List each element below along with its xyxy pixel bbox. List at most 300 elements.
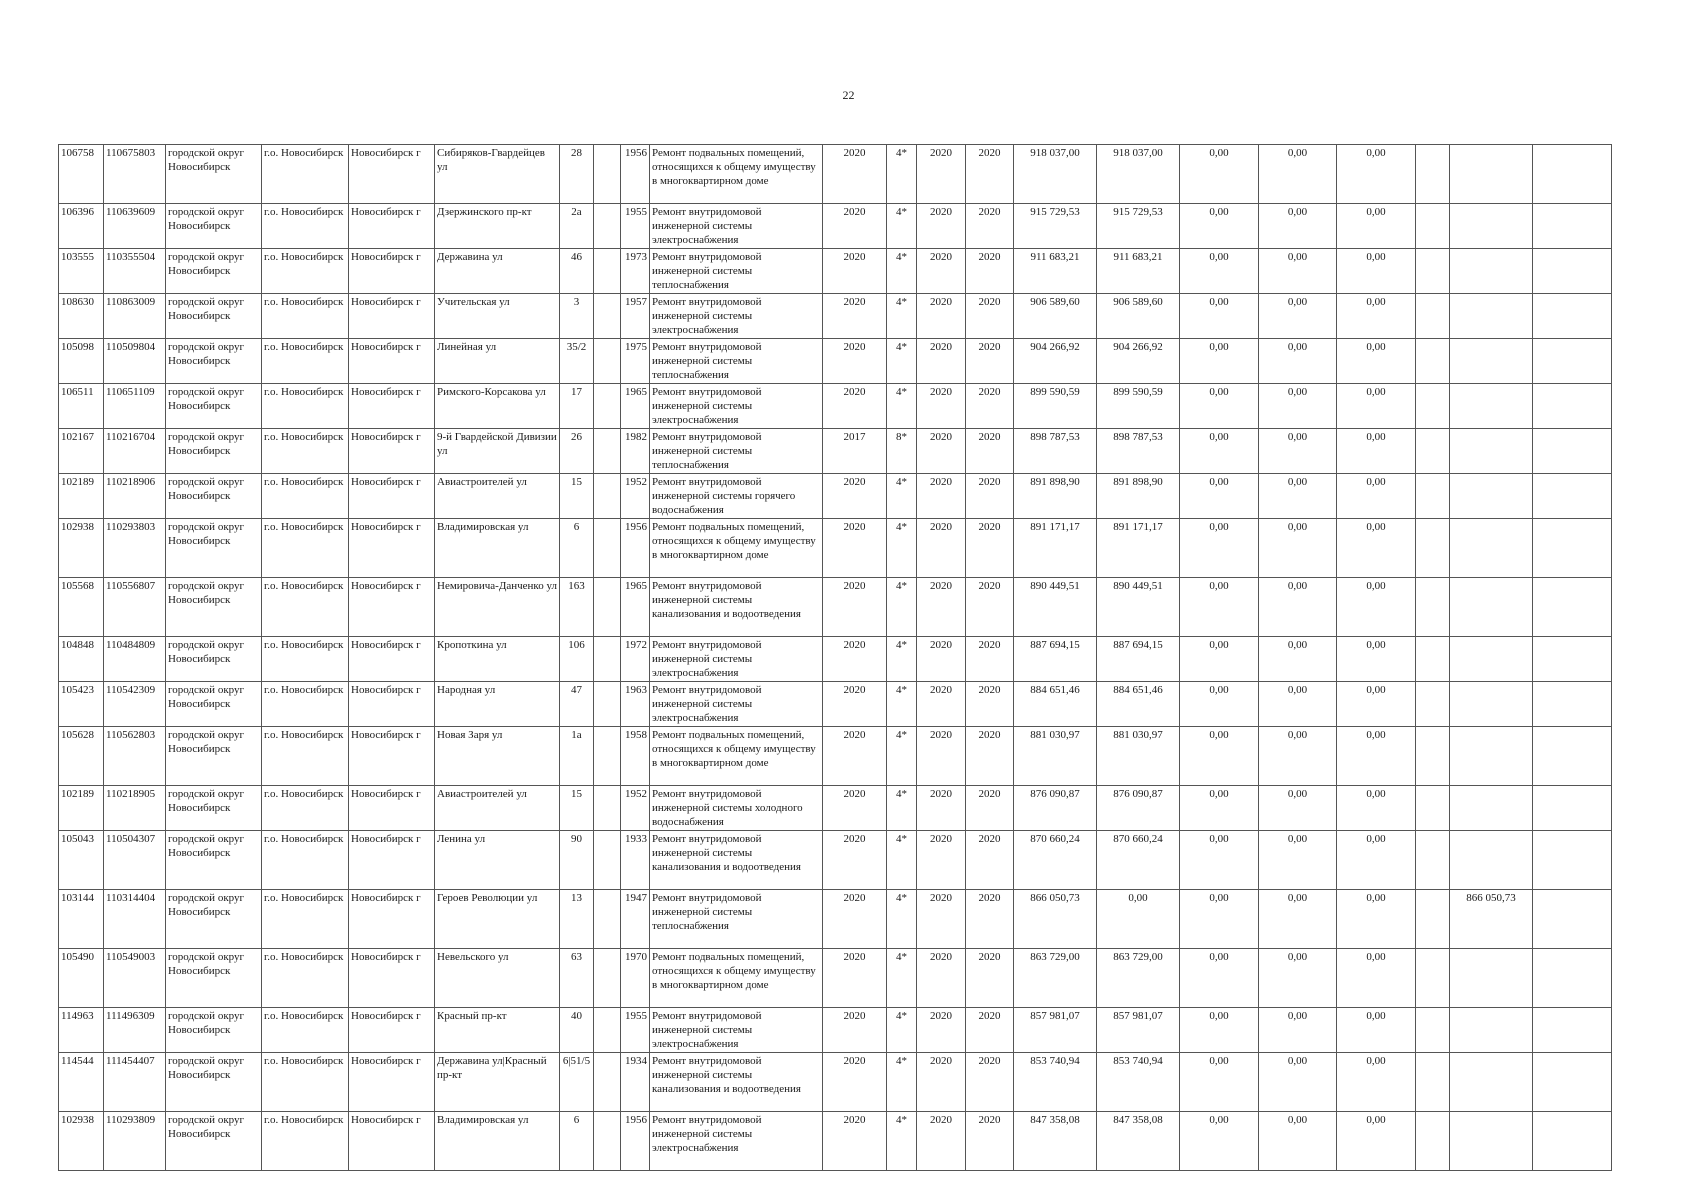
table-row [59,831,1612,890]
row-street: Новая Заря ул [435,727,560,786]
row-municipality: г.о. Новосибирск [262,519,349,578]
row-v6 [1533,578,1612,637]
row-plan-year: 2020 [823,1053,887,1112]
row-end-year: 2020 [966,578,1014,637]
page-number: 22 [842,88,855,102]
row-fund: 890 449,51 [1097,578,1180,637]
row-v2: 0,00 [1259,578,1337,637]
row-v5 [1450,249,1533,294]
row-total: 911 683,21 [1014,249,1097,294]
row-priority: 4* [887,1112,917,1171]
row-street: Державина ул [435,249,560,294]
row-municipality: г.о. Новосибирск [262,429,349,474]
row-v1: 0,00 [1180,682,1259,727]
row-year-built: 1975 [621,339,650,384]
row-city: Новосибирск г [349,1053,435,1112]
row-fund: 906 589,60 [1097,294,1180,339]
row-code: 110556807 [104,578,166,637]
row-year-built: 1956 [621,1112,650,1171]
row-total: 891 898,90 [1014,474,1097,519]
row-city: Новосибирск г [349,474,435,519]
table-row [59,1112,1612,1171]
row-year-built: 1934 [621,1053,650,1112]
row-v2: 0,00 [1259,294,1337,339]
row-corpus [594,519,621,578]
row-municipality: г.о. Новосибирск [262,204,349,249]
row-house: 17 [560,384,594,429]
row-v3: 0,00 [1337,890,1416,949]
row-id: 103144 [59,890,104,949]
row-v4 [1416,949,1450,1008]
row-v5 [1450,384,1533,429]
row-street: Владимировская ул [435,519,560,578]
row-v5 [1450,1008,1533,1053]
row-v6 [1533,204,1612,249]
row-street: Авиастроителей ул [435,786,560,831]
row-v2: 0,00 [1259,831,1337,890]
row-fund: 881 030,97 [1097,727,1180,786]
row-v1: 0,00 [1180,474,1259,519]
row-city: Новосибирск г [349,1008,435,1053]
row-v3: 0,00 [1337,637,1416,682]
row-v4 [1416,294,1450,339]
row-end-year: 2020 [966,1053,1014,1112]
row-v5 [1450,727,1533,786]
row-plan-year: 2020 [823,637,887,682]
row-v4 [1416,384,1450,429]
row-v2: 0,00 [1259,474,1337,519]
row-year-built: 1952 [621,786,650,831]
row-municipality: г.о. Новосибирск [262,727,349,786]
row-house: 2а [560,204,594,249]
row-total: 918 037,00 [1014,145,1097,204]
row-priority: 4* [887,294,917,339]
row-v4 [1416,637,1450,682]
row-house: 3 [560,294,594,339]
row-v1: 0,00 [1180,578,1259,637]
row-code: 110639609 [104,204,166,249]
row-v5 [1450,578,1533,637]
row-end-year: 2020 [966,949,1014,1008]
row-v2: 0,00 [1259,949,1337,1008]
row-house: 1а [560,727,594,786]
row-plan-year: 2020 [823,1112,887,1171]
row-start-year: 2020 [917,384,966,429]
row-municipality: г.о. Новосибирск [262,145,349,204]
row-fund: 876 090,87 [1097,786,1180,831]
row-end-year: 2020 [966,145,1014,204]
row-id: 102189 [59,474,104,519]
row-corpus [594,474,621,519]
row-work: Ремонт внутридомовой инженерной системы холодного водоснабжения [650,786,823,831]
row-v5 [1450,949,1533,1008]
row-start-year: 2020 [917,786,966,831]
row-id: 105043 [59,831,104,890]
table-row [59,519,1612,578]
row-v6 [1533,1008,1612,1053]
row-house: 90 [560,831,594,890]
row-start-year: 2020 [917,249,966,294]
row-corpus [594,339,621,384]
row-v2: 0,00 [1259,637,1337,682]
row-corpus [594,890,621,949]
row-v4 [1416,786,1450,831]
row-code: 110504307 [104,831,166,890]
row-code: 111454407 [104,1053,166,1112]
row-municipality: г.о. Новосибирск [262,339,349,384]
row-priority: 4* [887,145,917,204]
table-row [59,474,1612,519]
row-work: Ремонт внутридомовой инженерной системы канализования и водоотведения [650,1053,823,1112]
row-code: 110218905 [104,786,166,831]
row-city: Новосибирск г [349,145,435,204]
table-row [59,339,1612,384]
row-work: Ремонт подвальных помещений, относящихся к общему имуществу в многоквартирном доме [650,949,823,1008]
row-district: городской округ Новосибирск [166,145,262,204]
row-v3: 0,00 [1337,727,1416,786]
row-start-year: 2020 [917,294,966,339]
row-start-year: 2020 [917,474,966,519]
row-total: 904 266,92 [1014,339,1097,384]
row-fund: 898 787,53 [1097,429,1180,474]
row-v3: 0,00 [1337,519,1416,578]
row-end-year: 2020 [966,1112,1014,1171]
table-row [59,294,1612,339]
row-v3: 0,00 [1337,1053,1416,1112]
row-city: Новосибирск г [349,786,435,831]
row-fund: 863 729,00 [1097,949,1180,1008]
row-start-year: 2020 [917,429,966,474]
table-row [59,204,1612,249]
row-start-year: 2020 [917,519,966,578]
row-v3: 0,00 [1337,682,1416,727]
row-city: Новосибирск г [349,890,435,949]
row-year-built: 1933 [621,831,650,890]
row-v6 [1533,1053,1612,1112]
row-v6 [1533,384,1612,429]
row-fund: 911 683,21 [1097,249,1180,294]
row-v4 [1416,429,1450,474]
row-v6 [1533,786,1612,831]
table-row [59,578,1612,637]
row-v4 [1416,1112,1450,1171]
row-code: 110509804 [104,339,166,384]
row-house: 13 [560,890,594,949]
table-row [59,786,1612,831]
row-v6 [1533,727,1612,786]
row-start-year: 2020 [917,1008,966,1053]
row-v5 [1450,204,1533,249]
table-row [59,145,1612,204]
row-district: городской округ Новосибирск [166,949,262,1008]
row-end-year: 2020 [966,339,1014,384]
row-v5 [1450,1053,1533,1112]
row-plan-year: 2020 [823,831,887,890]
row-id: 105628 [59,727,104,786]
row-municipality: г.о. Новосибирск [262,890,349,949]
row-city: Новосибирск г [349,429,435,474]
row-v1: 0,00 [1180,831,1259,890]
row-city: Новосибирск г [349,578,435,637]
row-id: 106396 [59,204,104,249]
row-district: городской округ Новосибирск [166,294,262,339]
row-v3: 0,00 [1337,249,1416,294]
row-v6 [1533,890,1612,949]
row-district: городской округ Новосибирск [166,1053,262,1112]
row-street: Сибиряков-Гвардейцев ул [435,145,560,204]
row-v4 [1416,339,1450,384]
row-street: Невельского ул [435,949,560,1008]
row-v1: 0,00 [1180,294,1259,339]
row-end-year: 2020 [966,831,1014,890]
row-corpus [594,637,621,682]
row-corpus [594,727,621,786]
row-plan-year: 2020 [823,682,887,727]
row-corpus [594,949,621,1008]
row-total: 863 729,00 [1014,949,1097,1008]
row-house: 15 [560,474,594,519]
row-work: Ремонт внутридомовой инженерной системы горячего водоснабжения [650,474,823,519]
row-municipality: г.о. Новосибирск [262,682,349,727]
row-start-year: 2020 [917,1053,966,1112]
row-plan-year: 2020 [823,339,887,384]
row-v5 [1450,474,1533,519]
row-house: 6|51/5 [560,1053,594,1112]
row-work: Ремонт внутридомовой инженерной системы теплоснабжения [650,249,823,294]
row-district: городской округ Новосибирск [166,384,262,429]
row-district: городской округ Новосибирск [166,1008,262,1053]
row-municipality: г.о. Новосибирск [262,1112,349,1171]
row-v6 [1533,429,1612,474]
row-v6 [1533,637,1612,682]
row-v1: 0,00 [1180,890,1259,949]
row-year-built: 1972 [621,637,650,682]
register-table [58,144,1612,1171]
row-v4 [1416,890,1450,949]
row-street: Римского-Корсакова ул [435,384,560,429]
row-fund: 884 651,46 [1097,682,1180,727]
row-municipality: г.о. Новосибирск [262,474,349,519]
row-id: 105568 [59,578,104,637]
row-id: 114544 [59,1053,104,1112]
row-end-year: 2020 [966,294,1014,339]
row-id: 105490 [59,949,104,1008]
row-start-year: 2020 [917,831,966,890]
row-street: Учительская ул [435,294,560,339]
row-start-year: 2020 [917,145,966,204]
row-work: Ремонт внутридомовой инженерной системы канализования и водоотведения [650,831,823,890]
row-municipality: г.о. Новосибирск [262,831,349,890]
row-corpus [594,294,621,339]
row-year-built: 1947 [621,890,650,949]
row-priority: 4* [887,384,917,429]
row-total: 876 090,87 [1014,786,1097,831]
row-house: 46 [560,249,594,294]
row-v2: 0,00 [1259,429,1337,474]
row-municipality: г.о. Новосибирск [262,384,349,429]
row-priority: 4* [887,637,917,682]
row-priority: 4* [887,578,917,637]
row-v6 [1533,145,1612,204]
row-corpus [594,682,621,727]
row-v6 [1533,519,1612,578]
row-v2: 0,00 [1259,204,1337,249]
row-v1: 0,00 [1180,949,1259,1008]
row-v2: 0,00 [1259,519,1337,578]
row-v5: 866 050,73 [1450,890,1533,949]
row-id: 105423 [59,682,104,727]
row-end-year: 2020 [966,384,1014,429]
row-id: 102938 [59,519,104,578]
row-corpus [594,1112,621,1171]
row-end-year: 2020 [966,786,1014,831]
row-corpus [594,429,621,474]
row-v4 [1416,1008,1450,1053]
row-city: Новосибирск г [349,519,435,578]
row-v2: 0,00 [1259,384,1337,429]
row-v2: 0,00 [1259,1112,1337,1171]
row-code: 110675803 [104,145,166,204]
row-v1: 0,00 [1180,249,1259,294]
row-v4 [1416,831,1450,890]
row-v5 [1450,637,1533,682]
row-work: Ремонт внутридомовой инженерной системы электроснабжения [650,682,823,727]
row-fund: 899 590,59 [1097,384,1180,429]
row-plan-year: 2020 [823,294,887,339]
row-district: городской округ Новосибирск [166,578,262,637]
row-corpus [594,831,621,890]
row-total: 847 358,08 [1014,1112,1097,1171]
row-id: 105098 [59,339,104,384]
row-priority: 4* [887,1008,917,1053]
row-v2: 0,00 [1259,1008,1337,1053]
row-priority: 4* [887,727,917,786]
row-city: Новосибирск г [349,727,435,786]
row-end-year: 2020 [966,637,1014,682]
row-district: городской округ Новосибирск [166,786,262,831]
row-house: 40 [560,1008,594,1053]
row-v1: 0,00 [1180,637,1259,682]
row-v5 [1450,682,1533,727]
row-v4 [1416,249,1450,294]
row-v3: 0,00 [1337,145,1416,204]
row-city: Новосибирск г [349,682,435,727]
row-v4 [1416,682,1450,727]
row-priority: 4* [887,339,917,384]
row-v6 [1533,682,1612,727]
row-total: 898 787,53 [1014,429,1097,474]
row-end-year: 2020 [966,727,1014,786]
row-v5 [1450,519,1533,578]
row-v1: 0,00 [1180,786,1259,831]
row-district: городской округ Новосибирск [166,429,262,474]
row-plan-year: 2020 [823,204,887,249]
table-row [59,249,1612,294]
row-house: 26 [560,429,594,474]
row-plan-year: 2020 [823,1008,887,1053]
row-v1: 0,00 [1180,727,1259,786]
table-row [59,637,1612,682]
row-start-year: 2020 [917,637,966,682]
row-id: 102189 [59,786,104,831]
row-v3: 0,00 [1337,204,1416,249]
row-plan-year: 2020 [823,519,887,578]
row-house: 35/2 [560,339,594,384]
row-work: Ремонт внутридомовой инженерной системы теплоснабжения [650,339,823,384]
row-end-year: 2020 [966,204,1014,249]
row-city: Новосибирск г [349,1112,435,1171]
row-v2: 0,00 [1259,249,1337,294]
row-v6 [1533,1112,1612,1171]
row-corpus [594,384,621,429]
row-id: 114963 [59,1008,104,1053]
row-house: 163 [560,578,594,637]
row-plan-year: 2020 [823,890,887,949]
row-house: 63 [560,949,594,1008]
row-street: Авиастроителей ул [435,474,560,519]
row-v2: 0,00 [1259,1053,1337,1112]
row-municipality: г.о. Новосибирск [262,1008,349,1053]
row-street: Красный пр-кт [435,1008,560,1053]
row-district: городской округ Новосибирск [166,204,262,249]
row-fund: 857 981,07 [1097,1008,1180,1053]
row-district: городской округ Новосибирск [166,637,262,682]
row-district: городской округ Новосибирск [166,474,262,519]
row-v2: 0,00 [1259,786,1337,831]
row-v5 [1450,429,1533,474]
row-total: 906 589,60 [1014,294,1097,339]
table-row [59,727,1612,786]
row-v3: 0,00 [1337,294,1416,339]
row-v3: 0,00 [1337,339,1416,384]
row-work: Ремонт внутридомовой инженерной системы электроснабжения [650,294,823,339]
row-year-built: 1970 [621,949,650,1008]
row-v1: 0,00 [1180,519,1259,578]
row-street: 9-й Гвардейской Дивизии ул [435,429,560,474]
table-row [59,682,1612,727]
row-street: Державина ул|Красный пр-кт [435,1053,560,1112]
row-district: городской округ Новосибирск [166,890,262,949]
row-end-year: 2020 [966,519,1014,578]
row-year-built: 1956 [621,145,650,204]
row-work: Ремонт подвальных помещений, относящихся к общему имуществу в многоквартирном доме [650,519,823,578]
row-city: Новосибирск г [349,637,435,682]
row-house: 47 [560,682,594,727]
row-fund: 891 898,90 [1097,474,1180,519]
row-v6 [1533,294,1612,339]
row-corpus [594,249,621,294]
table-row [59,384,1612,429]
table-row [59,949,1612,1008]
row-id: 103555 [59,249,104,294]
row-year-built: 1973 [621,249,650,294]
row-total: 870 660,24 [1014,831,1097,890]
row-work: Ремонт внутридомовой инженерной системы электроснабжения [650,637,823,682]
row-city: Новосибирск г [349,249,435,294]
row-municipality: г.о. Новосибирск [262,294,349,339]
row-end-year: 2020 [966,1008,1014,1053]
row-year-built: 1952 [621,474,650,519]
row-v6 [1533,339,1612,384]
row-municipality: г.о. Новосибирск [262,637,349,682]
row-municipality: г.о. Новосибирск [262,578,349,637]
row-priority: 4* [887,249,917,294]
row-fund: 847 358,08 [1097,1112,1180,1171]
row-year-built: 1955 [621,1008,650,1053]
row-plan-year: 2020 [823,474,887,519]
row-street: Кропоткина ул [435,637,560,682]
row-fund: 915 729,53 [1097,204,1180,249]
